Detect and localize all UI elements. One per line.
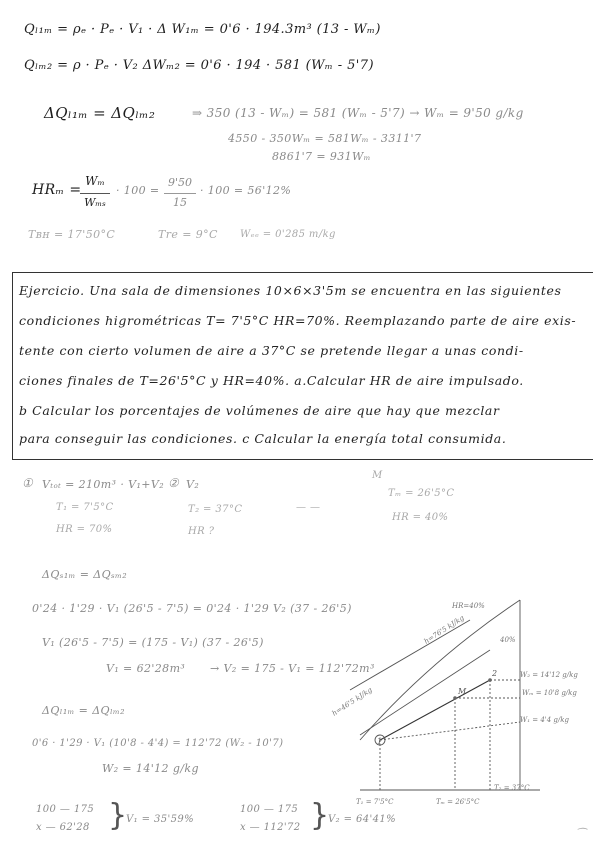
hr1-value: HR = 70% [56,524,113,535]
hrm-result: · 100 = 56'12% [200,184,292,197]
eq-latent-heat-1: Qₗ₁ₘ = ρₑ · Pₑ · V₁ · Δ W₁ₘ = 0'6 · 194.3m³ (13 - Wₘ) [24,22,381,37]
tm-value: Tₘ = 26'5°C [388,488,455,499]
chart-point-2: 2 [492,669,498,678]
sensible-eq-1: 0'24 · 1'29 · V₁ (26'5 - 7'5) = 0'24 · 1'29 V₂ (37 - 26'5) [32,602,352,615]
chart-label-t2: T₂ = 37°C [494,784,530,792]
hrm-fraction-num: Wₘ [85,174,105,188]
hrm-fraction-num2: 9'50 [167,176,193,189]
pct2-result: V₂ = 64'41% [328,814,397,825]
chart-label-t1: T₁ = 7'5°C [356,798,394,806]
v2-result: → V₂ = 175 - V₁ = 112'72m³ [210,662,375,675]
exercise-line-4: ciones finales de T=26'5°C y HR=40%. a.Calcular HR de aire impulsado. [19,373,524,388]
state-m-circle: M [372,470,383,481]
w2-result: W₂ = 14'12 g/kg [102,762,199,775]
pct1-brace: } [108,798,128,833]
v1-result: V₁ = 62'28m³ [106,662,186,675]
chart-label-tm: Tₘ = 26'5°C [436,798,480,806]
state-1-circle: ① [22,476,34,490]
exercise-line-3: tente con cierto volumen de aire a 37°C se pretende llegar a unas condi- [19,343,524,358]
pct1-line-b: x — 62'28 [36,822,90,833]
exercise-line-2: condiciones higrométricas T= 7'5°C HR=70%. Reemplazando parte de aire exis- [19,313,577,328]
latent-balance: ΔQₗ₁ₘ = ΔQₗₘ₂ [42,704,125,717]
chart-point-m: M [458,687,467,696]
hrm-label: HRₘ = [32,182,82,198]
t2-value: T₂ = 37°C [188,504,243,515]
hrm-fraction-den2: 15 [173,196,187,209]
hrm-fraction-den: Wₘₛ [84,196,106,209]
pct1-line-a: 100 — 175 [36,804,95,815]
hr2-value: HR ? [188,526,215,537]
pct2-line-a: 100 — 175 [240,804,299,815]
tre-value: Tre = 9°C [158,228,218,241]
chart-label-h1: h=76'5 kJ/kg [422,613,466,646]
point-2-dot [488,678,492,682]
sensible-balance: ΔQₛ₁ₘ = ΔQₛₘ₂ [42,568,128,581]
point-m-dot [453,696,457,700]
w1-line [380,722,520,740]
pct1-result: V₁ = 35'59% [126,814,195,825]
enthalpy-line-1 [350,620,470,690]
chart-label-wm: Wₘ = 10'8 g/kg [522,689,577,697]
mixing-line [380,680,490,740]
wre-value: Wₑₑ = 0'285 m/kg [240,229,336,240]
t-dash: — — [296,502,321,513]
exercise-line-5: b Calcular los porcentajes de volúmenes de aire que hay que mezclar [19,403,500,418]
exercise-line-1: Ejercicio. Una sala de dimensiones 10×6×3'5m se encuentra en las siguientes [19,283,562,298]
chart-point-1: 1 [377,737,383,746]
chart-label-w1: W₁ = 4'4 g/kg [520,716,569,724]
total-volume: Vₜₒₜ = 210m³ · V₁+V₂ [42,478,165,491]
hrm-mid: · 100 = [116,184,160,197]
hrf-value: HR = 40% [392,512,449,523]
eq-solve: 8861'7 = 931Wₘ [272,150,371,163]
t1-value: T₁ = 7'5°C [56,502,114,513]
v2-label: V₂ [186,478,200,491]
chart-label-w2: W₂ = 14'12 g/kg [520,671,578,679]
chart-label-hr2: 40% [500,636,516,644]
eq-expand: 4550 - 350Wₘ = 581Wₘ - 3311'7 [228,132,422,145]
pct2-line-b: x — 112'72 [240,822,301,833]
exercise-line-6: para conseguir las condiciones. c Calcular la energía total consumida. [19,431,507,446]
sensible-eq-2: V₁ (26'5 - 7'5) = (175 - V₁) (37 - 26'5) [42,636,264,649]
corner-mark: ⁀ [576,828,586,841]
chart-label-hr: HR=40% [452,602,485,610]
state-2-circle: ② [168,476,180,490]
eq-balance-left: ΔQₗ₁ₘ = ΔQₗₘ₂ [44,104,156,122]
pct2-brace: } [310,798,330,833]
enthalpy-line-2 [360,650,490,735]
tbh-value: Tʙʜ = 17'50°C [28,228,116,241]
latent-eq: 0'6 · 1'29 · V₁ (10'8 - 4'4) = 112'72 (W₂ - 10'7) [32,738,284,749]
eq-balance-right: ⇒ 350 (13 - Wₘ) = 581 (Wₘ - 5'7) → Wₘ = 9'50 g/kg [192,106,524,120]
eq-latent-heat-2: Qₗₘ₂ = ρ · Pₑ · V₂ ΔWₘ₂ = 0'6 · 194 · 581 (Wₘ - 5'7) [24,58,374,73]
chart-label-h2: h=46'5 kJ/kg [330,685,374,718]
